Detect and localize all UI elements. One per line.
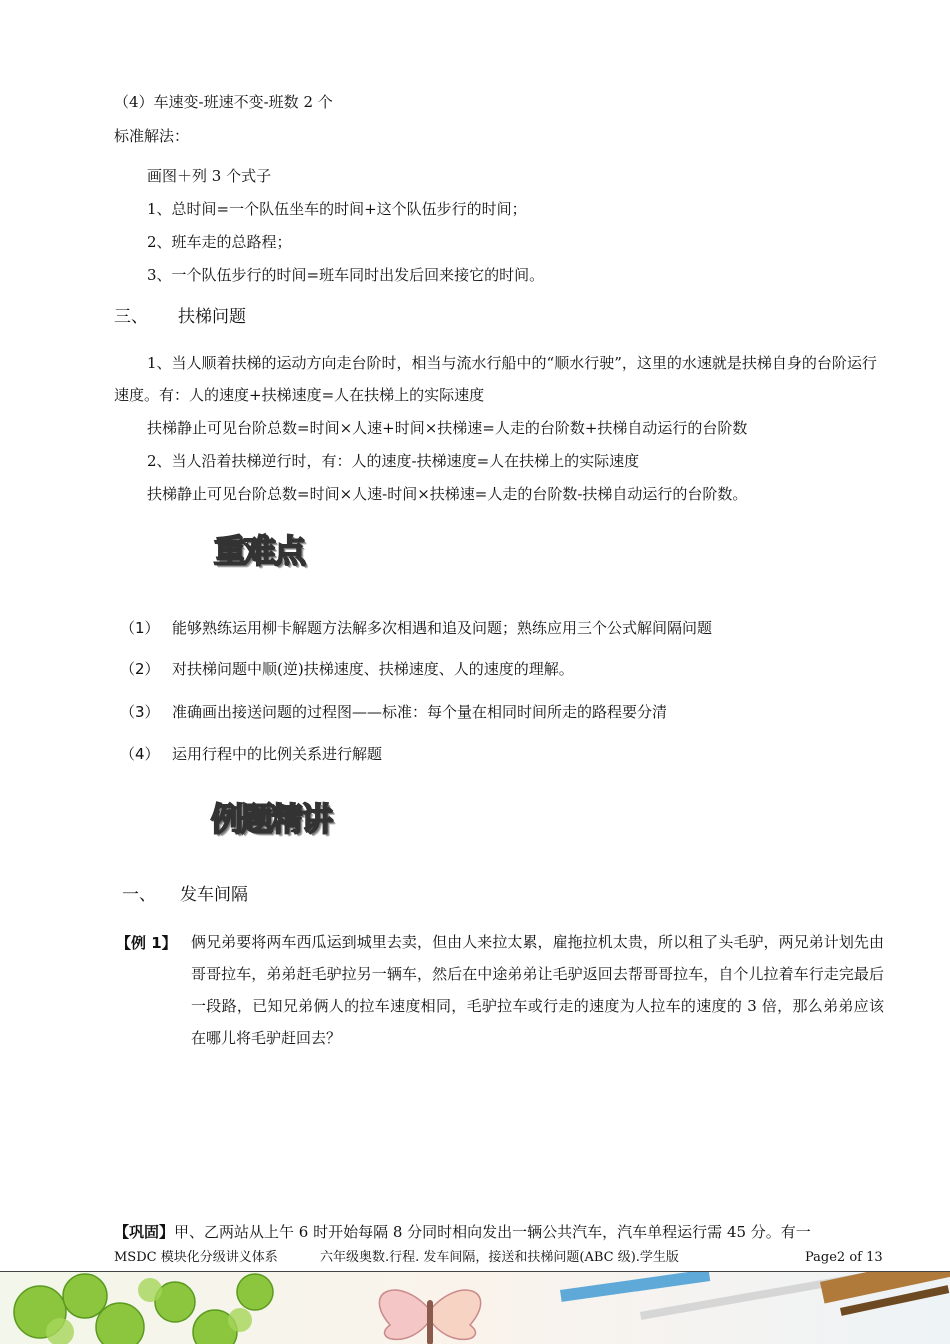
section-number: 一、 bbox=[122, 885, 156, 905]
section-heading bbox=[122, 884, 248, 906]
footer-center: 六年级奥数.行程. 发车间隔，接送和扶梯问题(ABC 级).学生版 bbox=[320, 1250, 679, 1265]
list-item-number: （1） bbox=[120, 619, 160, 637]
section-heading bbox=[114, 306, 246, 328]
consolidate-text: 甲、乙两站从上午 6 时开始每隔 8 分同时相向发出一辆公共汽车，汽车单程运行需 45 分。有一 bbox=[174, 1223, 811, 1241]
section-number: 三、 bbox=[114, 307, 148, 327]
paragraph: 2、当人沿着扶梯逆行时，有：人的速度-扶梯速度=人在扶梯上的实际速度 bbox=[147, 452, 640, 470]
list-item bbox=[120, 702, 667, 722]
list-item bbox=[120, 618, 712, 638]
step-line: 2、班车走的总路程； bbox=[147, 233, 292, 251]
section-title: 发车间隔 bbox=[180, 885, 248, 905]
page-number: Page2 of 13 bbox=[805, 1250, 883, 1265]
list-item-text: 运用行程中的比例关系进行解题 bbox=[172, 745, 383, 763]
list-item-number: （3） bbox=[120, 703, 160, 721]
method-label: 标准解法： bbox=[114, 127, 190, 145]
consolidate-label: 【巩固】 bbox=[114, 1223, 175, 1241]
paragraph: 1、当人顺着扶梯的运动方向走台阶时，相当与流水行船中的“顺水行驶”，这里的水速就是扶梯自身的台阶运行速度。有：人的速度+扶梯速度=人在扶梯上的实际速度 bbox=[114, 354, 877, 404]
step-line: 画图＋列 3 个式子 bbox=[147, 167, 272, 185]
list-item bbox=[120, 659, 574, 679]
example-text: 俩兄弟要将两车西瓜运到城里去卖，但由人来拉太累，雇拖拉机太贵，所以租了头毛驴，两兄弟计划先由哥哥拉车，弟弟赶毛驴拉另一辆车，然后在中途弟弟让毛驴返回去帮哥哥拉车，自个儿拉着车行走完最后一段路，已知兄弟俩人的拉车速度相同，毛驴拉车或行走的速度为人拉车的速度的 3 倍，那么弟弟应该在哪儿将毛驴赶回去？ bbox=[191, 933, 884, 1047]
clover-butterfly-illustration bbox=[0, 1272, 950, 1344]
list-item-number: （2） bbox=[120, 660, 160, 678]
consolidate-line bbox=[114, 1222, 811, 1242]
list-item bbox=[120, 744, 382, 764]
formula-line: 扶梯静止可见台阶总数=时间×人速+时间×扶梯速=人走的台阶数+扶梯自动运行的台阶数 bbox=[147, 419, 748, 437]
list-item-text: 对扶梯问题中顺(逆)扶梯速度、扶梯速度、人的速度的理解。 bbox=[172, 660, 574, 678]
list-item-text: 准确画出接送问题的过程图——标准：每个量在相同时间所走的路程要分清 bbox=[172, 703, 668, 721]
list-item-text: 能够熟练运用柳卡解题方法解多次相遇和追及问题；熟练应用三个公式解间隔问题 bbox=[172, 619, 713, 637]
list-item-number: （4） bbox=[120, 745, 160, 763]
footer-left: MSDC 模块化分级讲义体系 bbox=[114, 1250, 278, 1265]
formula-line: 扶梯静止可见台阶总数=时间×人速-时间×扶梯速=人走的台阶数-扶梯自动运行的台阶数。 bbox=[147, 485, 748, 503]
key-points-banner: 重难点 bbox=[214, 532, 305, 570]
case4-title: （4）车速变-班速不变-班数 2 个 bbox=[114, 93, 333, 111]
section-title: 扶梯问题 bbox=[178, 307, 246, 327]
example-label: 【例 1】 bbox=[116, 934, 177, 952]
step-line: 3、一个队伍步行的时间=班车同时出发后回来接它的时间。 bbox=[147, 266, 545, 284]
step-line: 1、总时间=一个队伍坐车的时间+这个队伍步行的时间； bbox=[147, 200, 527, 218]
footer-decoration bbox=[0, 1272, 950, 1344]
examples-banner: 例题精讲 bbox=[211, 800, 332, 838]
